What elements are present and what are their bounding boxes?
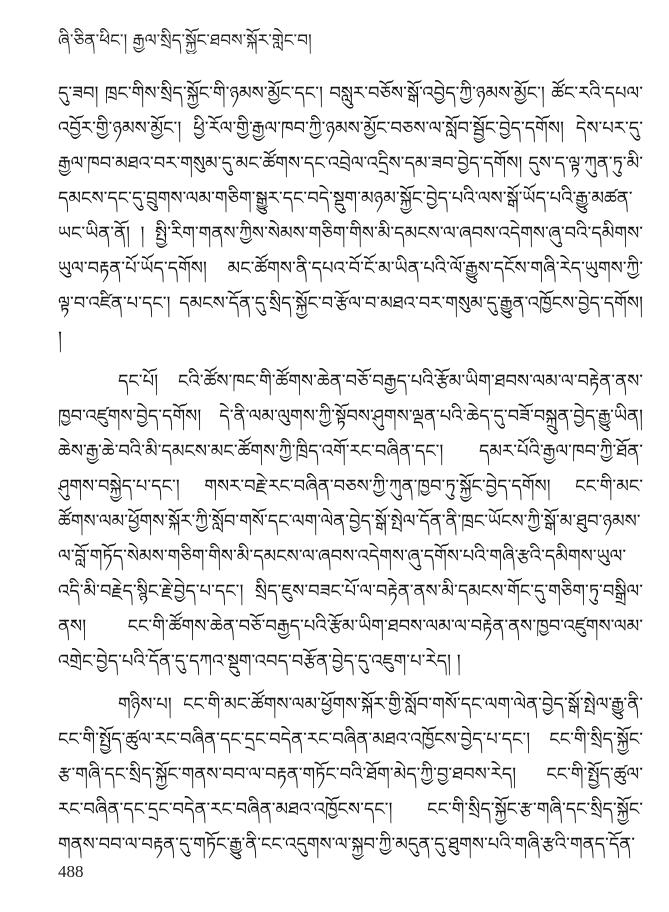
paragraph-1: དུ་ཟབ། ཁྲང་གིས་སྲིད་སྐྱོང་གི་ཉམས་མྱོང་དང་། བསླུར་བཅོས་སྒོ་འབྱེད་ཀྱི་ཉམས་མྱོང་། ཚོང་རའི་དཔལ་འབྱོར་གྱི་ཉམས་མྱོང་། ཕྱི་རོལ་གྱི་རྒྱལ་ཁབ་ཀྱི་ཉམས་མྱོང་བཅས་ལ་སློབ་སྦྱོང་བྱེད་དགོས། དེས་པར་དུ་རྒྱལ་ཁབ་མཐའ་བར་གསུམ་དུ་མང་ཚོགས་དང་འབྲེལ་འདྲིས་དམ་ཟབ་བྱེད་དགོས། དུས་ད་ལྟ་ཀུན་ཏུ་མི་དམངས་དང་དུ་བྲུགས་ལམ་གཅིག་སྒྱུར་དང་བདེ་སྡུག་མཉམ་སྐྱོང་བྱེད་པའི་ལས་སྒོ་ཡོད་པའི་རྒྱུ་མཚན་ཡང་ཡིན་ནོ། ། སྤྱི་རིག་གནས་ཀྱིས་སེམས་གཅིག་གིས་མི་དམངས་ལ་ཞབས་འདེགས་ཞུ་བའི་དམིགས་ཡུལ་བརྟན་པོ་ཡོད་དགོས། མང་ཚོགས་ནི་དཔའ་བོ་ངོ་མ་ཡིན་པའི་ལོ་རྒྱུས་དངོས་གཞི་རེད་ཡུགས་ཀྱི་ལྟ་བ་འཛིན་པ་དང་། དམངས་དོན་དུ་སྲིད་སྐྱོང་བ་རྩོལ་བ་མཐའ་བར་གསུམ་དུ་རྒྱུན་འཁྱོངས་བྱེད་དགོས། ། [58,83,643,349]
body-text [58,76,643,866]
paragraph-2: དང་པོ། ངའི་ཚོས་ཁང་གི་ཚོགས་ཆེན་བཅོ་བརྒྱད་པའི་རྩོམ་ཡིག་ཐབས་ལམ་ལ་བརྟེན་ནས་ཁྱབ་འཛུགས་བྱེད་དགོས། དེ་ནི་ལམ་ལུགས་ཀྱི་སྟོབས་ཤུགས་ལྡན་པའི་ཆེད་དུ་བཟོ་བསྐྲུན་བྱེད་རྒྱུ་ཡིན། ཆེས་རྒྱ་ཆེ་བའི་མི་དམངས་མང་ཚོགས་ཀྱི་ཁྲིད་འགོ་རང་བཞིན་དང་། དམར་པོའི་རྒྱལ་ཁབ་ཀྱི་ཐོན་ཤུགས་བསྐྱེད་པ་དང་། གསར་བརྗེ་རང་བཞིན་བཅས་ཀྱི་ཀུན་ཁྱབ་ཏུ་སྐྱོང་བྱེད་དགོས། ངང་གི་མང་ཚོགས་ལམ་ཕྱོགས་སྐོར་ཀྱི་སློབ་གསོ་དང་ལག་ལེན་བྱེད་སྒོ་སྤེལ་དོན་ནི་ཁྲང་ཡོངས་ཀྱི་སྒོ་མ་ཐུབ་ཉམས་ལ་བློ་གཏོད་སེམས་གཅིག་གིས་མི་དམངས་ལ་ཞབས་འདེགས་ཞུ་དགོས་པའི་གཞི་རྩའི་དམིགས་ཡུལ་འདི་མི་བརྗེད་སྙིང་རྗེ་བྱེད་པ་དང་། སྲིད་ཇུས་བཟང་པོ་ལ་བརྟེན་ནས་མི་དམངས་གོང་དུ་གཅིག་ཏུ་བསྒྲིལ་ནས། ངང་གི་ཚོགས་ཆེན་བཅོ་བརྒྱད་པའི་རྩོམ་ཡིག་ཐབས་ལམ་ལ་བརྟེན་ནས་ཁྱབ་འཛུགས་ལམ་འགྲེང་བྱེད་པའི་དོན་དུ་དཀའ་སྡུག་འབད་བརྩོན་བྱེད་དུ་འཇུག་པ་རེད། ། [58,371,643,672]
running-header: ཞི་ཅིན་ཕིང་། རྒྱལ་སྲིད་སྐྱོང་ཐབས་སྐོར་གླེང་བ། [58,31,312,51]
paragraph-3: གཉིས་པ། ངང་གི་མང་ཚོགས་ལམ་ཕྱོགས་སྐོར་གྱི་སློབ་གསོ་དང་ལག་ལེན་བྱེད་སྒོ་སྤེལ་རྒྱུ་ནི་ངང་གི་སྤྱོད་ཚུལ་རང་བཞིན་དང་དྲང་བདེན་རང་བཞིན་མཐའ་འཁྱོངས་བྱེད་པ་དང་། ངང་གི་སྲིད་སྐྱོང་རྩ་གཞི་དང་སྲིད་སྐྱོང་གནས་བབ་ལ་བརྟན་གཏོང་བའི་ཐོག་མེད་ཀྱི་བྱ་ཐབས་རེད། ངང་གི་སྤྱོད་ཚུལ་རང་བཞིན་དང་དྲང་བདེན་རང་བཞིན་མཐའ་འཁྱོངས་དང་། ངང་གི་སྲིད་སྐྱོང་རྩ་གཞི་དང་སྲིད་སྐྱོང་གནས་བབ་ལ་བརྟན་དུ་གཏོང་རྒྱུ་ནི་ངང་འདུགས་ལ་སྐྱབ་ཀྱི་མདུན་དུ་ཐུགས་པའི་གཞི་རྩའི་གནད་དོན་ [58,694,643,855]
page-number: 488 [58,862,84,881]
